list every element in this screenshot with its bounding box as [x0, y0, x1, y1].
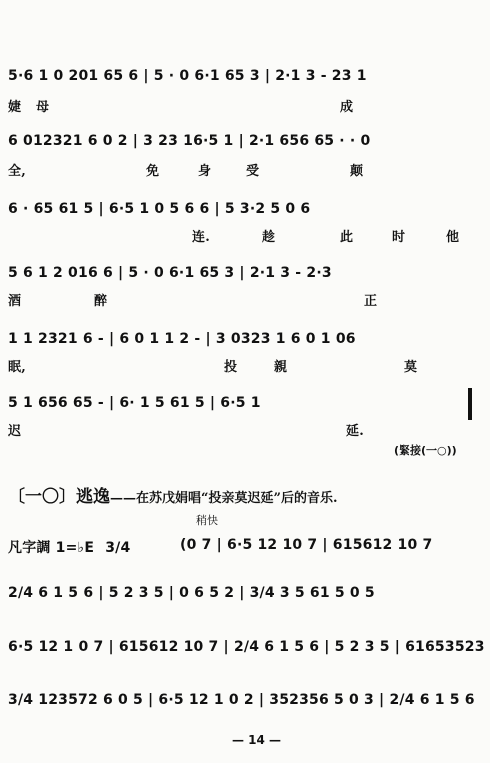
lower-system-2-notes: 2/4 6 1 5 6 | 5 2 3 5 | 0 6 5 2 | 3/4 3 5 61 5 0 5: [8, 585, 375, 601]
lower-system-1-notes: (0 7 | 6·5 12 10 7 | 615612 10 7: [180, 537, 433, 553]
lyric: 醉: [94, 294, 108, 309]
lyric: 母: [36, 100, 50, 115]
lyric: 投: [224, 360, 238, 375]
lyric: 免: [146, 164, 160, 179]
upper-system-6-notes: 5 1 656 65 - | 6· 1 5 61 5 | 6·5 1: [8, 395, 261, 411]
section-heading: [8, 482, 337, 507]
lyric: 此: [340, 230, 354, 245]
lower-system-4-notes: 3/4 123572 6 0 5 | 6·5 12 1 0 2 | 352356 5 0 3 | 2/4 6 1 5 6: [8, 692, 475, 708]
upper-system-2-notes: 6 012321 6 0 2 | 3 23 16·5 1 | 2·1 656 65 · · 0: [8, 133, 371, 149]
lower-system-3-notes: 6·5 12 1 0 7 | 615612 10 7 | 2/4 6 1 5 6 | 5 2 3 5 | 61653523: [8, 639, 485, 655]
key-signature: [8, 537, 130, 557]
lyric: 親: [274, 360, 288, 375]
section-description: ——在苏戊娟唱“投亲莫迟延”后的音乐.: [110, 491, 338, 506]
lyric: 延.: [346, 424, 365, 439]
key-label: 凡字調 1=♭E: [8, 540, 95, 556]
lyric: 连.: [192, 230, 211, 245]
lyric: 正: [364, 294, 378, 309]
upper-system-4-notes: 5 6 1 2 016 6 | 5 · 0 6·1 65 3 | 2·1 3 - 2·3: [8, 265, 332, 281]
final-barline: [468, 388, 472, 420]
lyric: 趁: [262, 230, 276, 245]
page-number: — 14 —: [232, 733, 282, 747]
lyric: 成: [340, 100, 354, 115]
section-title: 〔一〇〕逃逸: [8, 487, 110, 507]
lyric: 时: [392, 230, 406, 245]
upper-system-1-notes: 5·6 1 0 201 65 6 | 5 · 0 6·1 65 3 | 2·1 3 - 23 1: [8, 68, 367, 84]
lyric: 全,: [8, 164, 27, 179]
lyric: 眠,: [8, 360, 27, 375]
upper-system-3-notes: 6 · 65 61 5 | 6·5 1 0 5 6 6 | 5 3·2 5 0 6: [8, 201, 311, 217]
lyric: 迟: [8, 424, 22, 439]
lyric: 身: [198, 164, 212, 179]
lyric: 颠: [350, 164, 364, 179]
lyric: 莫: [404, 360, 418, 375]
lyric: 他: [446, 230, 460, 245]
lyric: 受: [246, 164, 260, 179]
lyric: 婕: [8, 100, 22, 115]
upper-system-5-notes: 1 1 2321 6 - | 6 0 1 1 2 - | 3 0323 1 6 0 1 06: [8, 331, 356, 347]
continuation-mark: (緊接(一○)): [394, 444, 457, 457]
time-signature: 3/4: [105, 540, 131, 556]
tempo-mark: 稍快: [196, 514, 218, 527]
lyric: 酒: [8, 294, 22, 309]
